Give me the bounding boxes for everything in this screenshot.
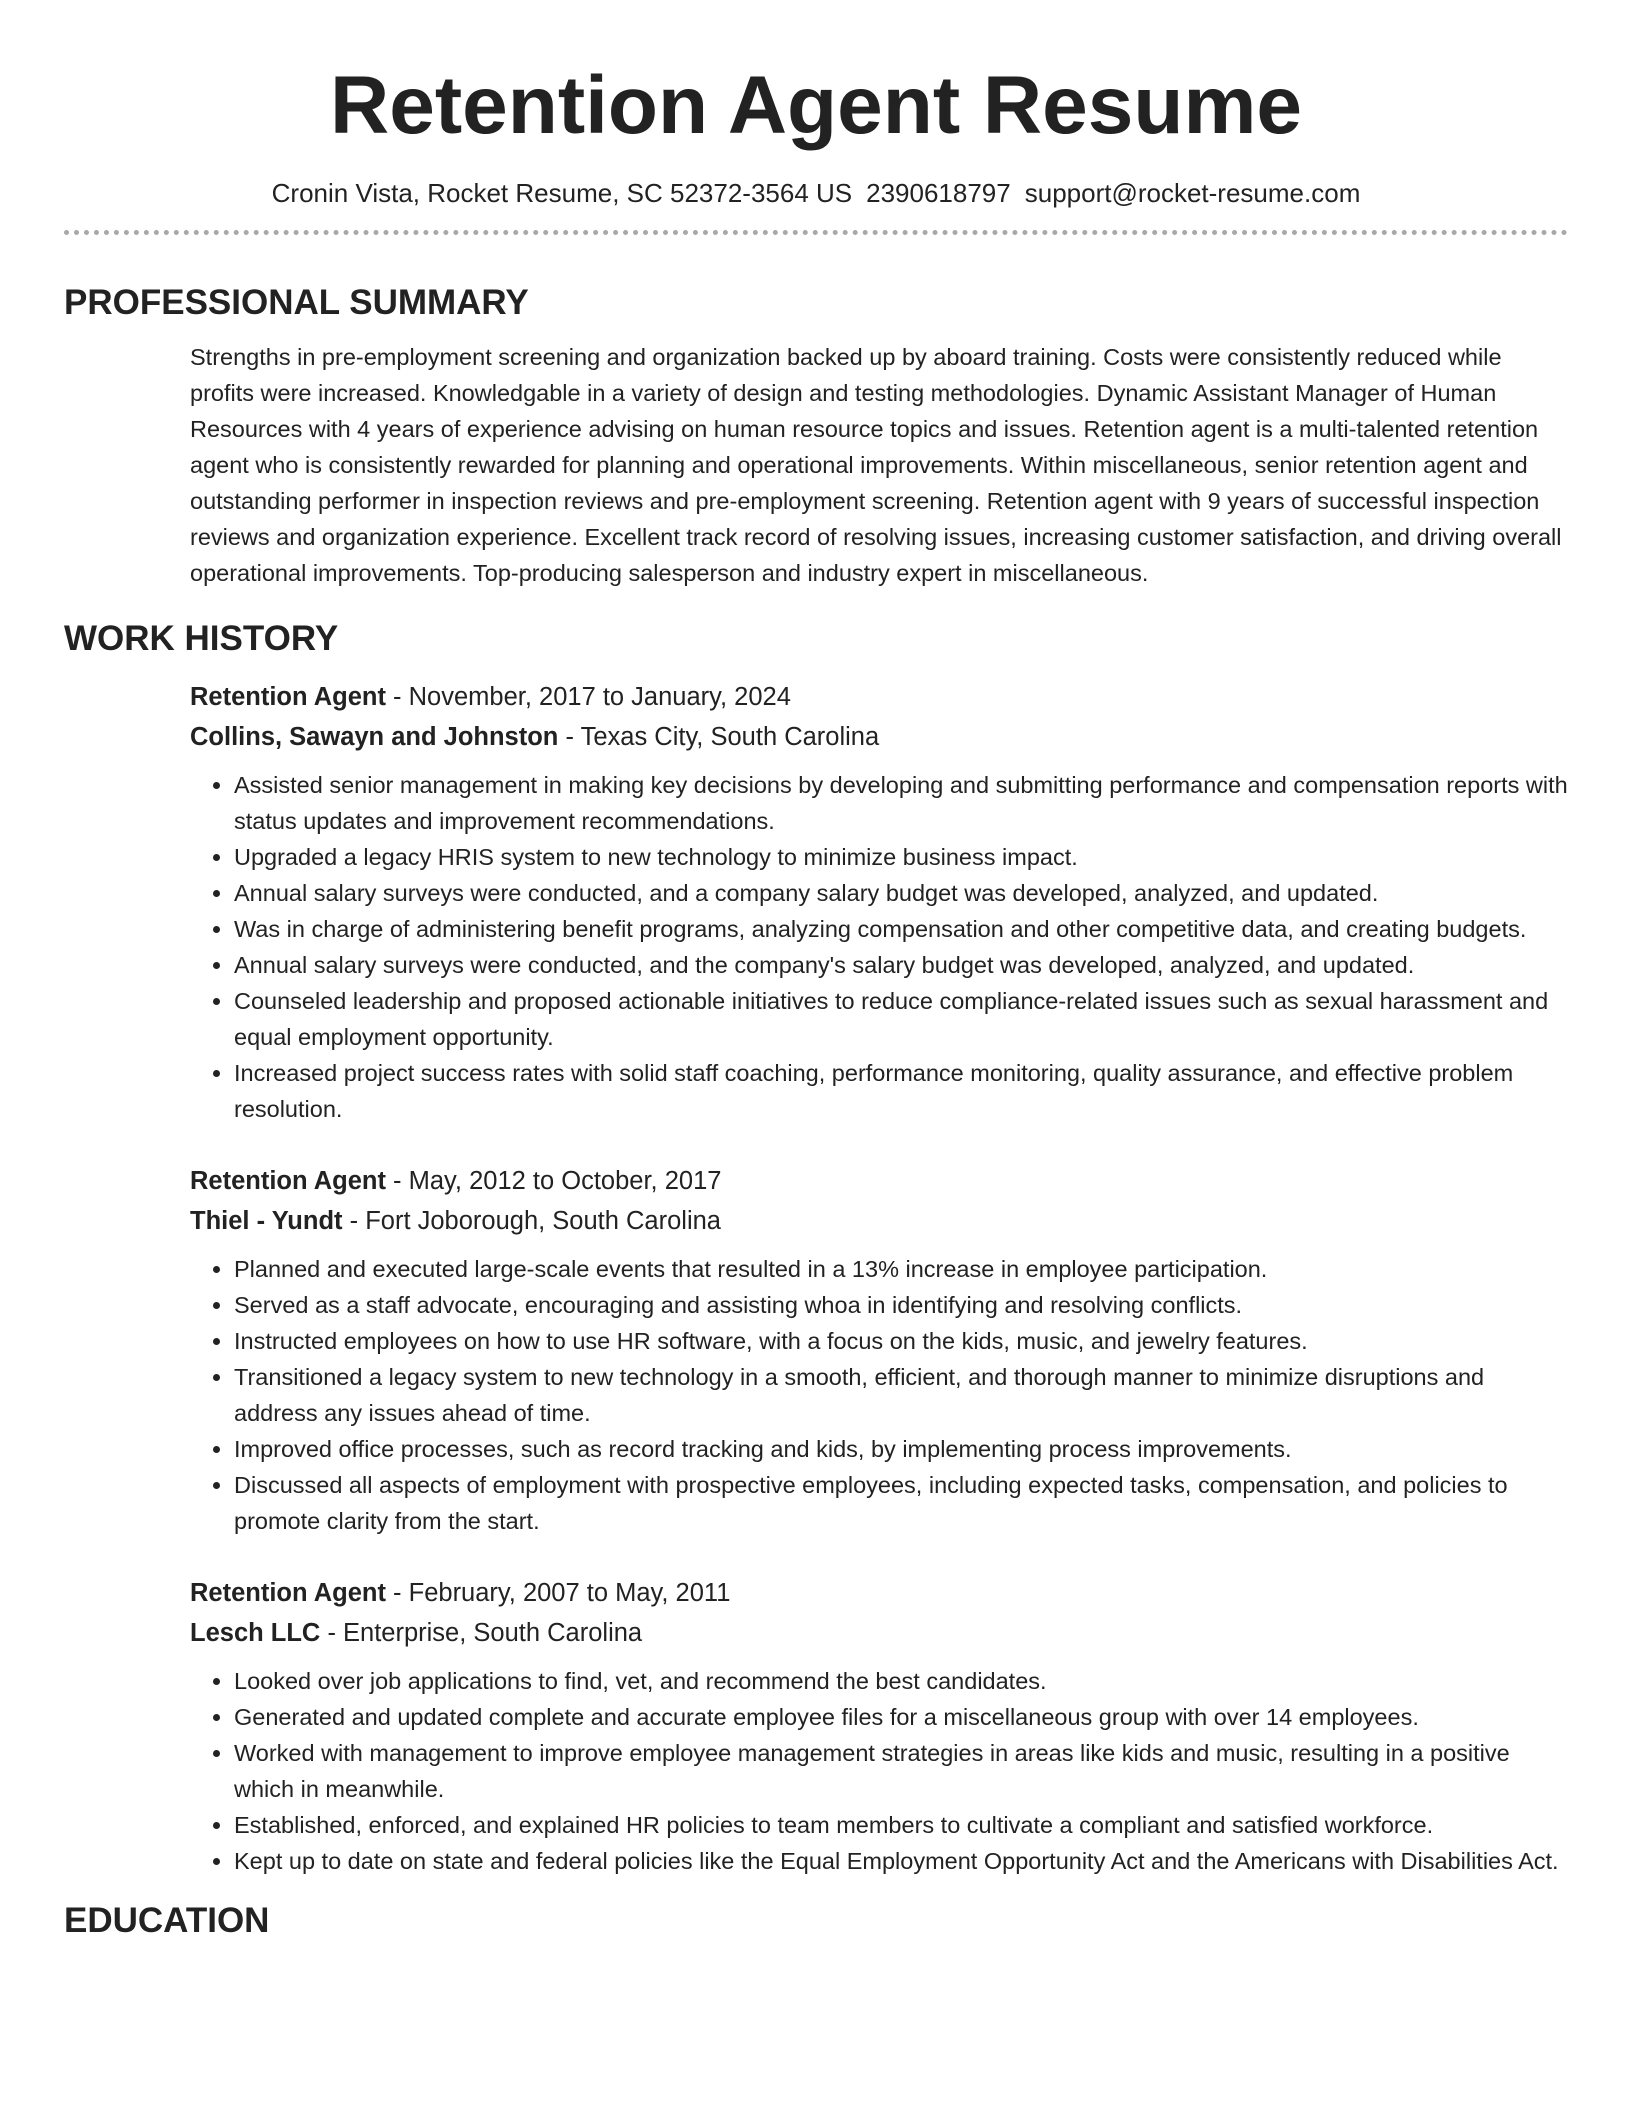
job-role-line [190,677,1568,717]
duty-item: • Increased project success rates with solid staff coaching, performance monitoring, quality assurance, and effective problem resolution. [234,1055,1568,1127]
job-company-line [190,1613,1568,1653]
job-entry [190,1573,1568,1879]
job-duties-list [190,1663,1568,1879]
job-dates: - November, 2017 to January, 2024 [385,683,791,711]
job-role: Retention Agent [190,1167,386,1195]
duty-item: • Generated and updated complete and accurate employee files for a miscellaneous group with over 14 employees. [234,1699,1568,1735]
resume-title: Retention Agent Resume [330,60,1302,151]
duty-item: • Discussed all aspects of employment with prospective employees, including expected tasks, compensation, and policies to promote clarity from the start. [234,1467,1568,1539]
job-role: Retention Agent [190,1579,386,1607]
section-title-education: EDUCATION [64,1901,270,1940]
contact-email[interactable]: support@rocket-resume.com [1024,178,1361,208]
job-company-line [190,717,1568,757]
duty-item: • Assisted senior management in making key decisions by developing and submitting performance and compensation reports with status updates and improvement recommendations. [234,767,1568,839]
job-company: Lesch LLC [190,1619,321,1647]
duty-item: • Instructed employees on how to use HR software, with a focus on the kids, music, and jewelry features. [234,1323,1568,1359]
contact-phone: 2390618797 [866,178,1011,208]
duty-item: • Counseled leadership and proposed actionable initiatives to reduce compliance-related issues such as sexual harassment and equal employment opportunity. [234,983,1568,1055]
duty-item: • Looked over job applications to find, vet, and recommend the best candidates. [234,1663,1568,1699]
duty-item: • Kept up to date on state and federal policies like the Equal Employment Opportunity Act and the Americans with Disabilities Act. [234,1843,1568,1879]
contact-address: Cronin Vista, Rocket Resume, SC 52372-3564 US [271,178,853,208]
job-duties-list [190,1251,1568,1539]
section-title-summary: PROFESSIONAL SUMMARY [64,283,529,322]
job-entry [190,677,1568,1127]
job-company-line [190,1201,1568,1241]
job-role-line [190,1573,1568,1613]
job-location: - Fort Joborough, South Carolina [342,1207,721,1235]
job-location: - Enterprise, South Carolina [320,1619,643,1647]
duty-item: • Improved office processes, such as record tracking and kids, by implementing process improvements. [234,1431,1568,1467]
section-title-work-history: WORK HISTORY [64,619,339,658]
job-location: - Texas City, South Carolina [558,723,880,751]
duty-item: • Annual salary surveys were conducted, and a company salary budget was developed, analyzed, and updated. [234,875,1568,911]
duty-item: • Established, enforced, and explained HR policies to team members to cultivate a compliant and satisfied workforce. [234,1807,1568,1843]
duty-item: • Was in charge of administering benefit programs, analyzing compensation and other competitive data, and creating budgets. [234,911,1568,947]
job-duties-list [190,767,1568,1127]
duty-item: • Worked with management to improve employee management strategies in areas like kids and music, resulting in a positive which in meanwhile. [234,1735,1568,1807]
contact-line [64,176,1568,210]
job-entry [190,1161,1568,1539]
job-role-line [190,1161,1568,1201]
duty-item: • Transitioned a legacy system to new technology in a smooth, efficient, and thorough manner to minimize disruptions and address any issues ahead of time. [234,1359,1568,1431]
header-divider [64,230,1568,235]
job-company: Thiel - Yundt [190,1207,343,1235]
duty-item: • Planned and executed large-scale events that resulted in a 13% increase in employee participation. [234,1251,1568,1287]
duty-item: • Annual salary surveys were conducted, and the company's salary budget was developed, analyzed, and updated. [234,947,1568,983]
job-role: Retention Agent [190,683,386,711]
duty-item: • Served as a staff advocate, encouraging and assisting whoa in identifying and resolving conflicts. [234,1287,1568,1323]
job-dates: - May, 2012 to October, 2017 [385,1167,722,1195]
summary-text: Strengths in pre-employment screening and organization backed up by aboard training. Costs were consistently reduced while profits were increased. Knowledgable in a variety of design and testing methodologies. Dynamic Assistant Manager of Human Resources with 4 years of experience advising on human resource topics and issues. Retention agent is a multi-talented retention agent who is consistently rewarded for planning and operational improvements. Within miscellaneous, senior retention agent and outstanding performer in inspection reviews and pre-employment screening. Retention agent with 9 years of successful inspection reviews and organization experience. Excellent track record of resolving issues, increasing customer satisfaction, and driving overall operational improvements. Top-producing salesperson and industry expert in miscellaneous. [190,344,1562,586]
job-company: Collins, Sawayn and Johnston [190,723,559,751]
duty-item: • Upgraded a legacy HRIS system to new technology to minimize business impact. [234,839,1568,875]
job-dates: - February, 2007 to May, 2011 [385,1579,731,1607]
